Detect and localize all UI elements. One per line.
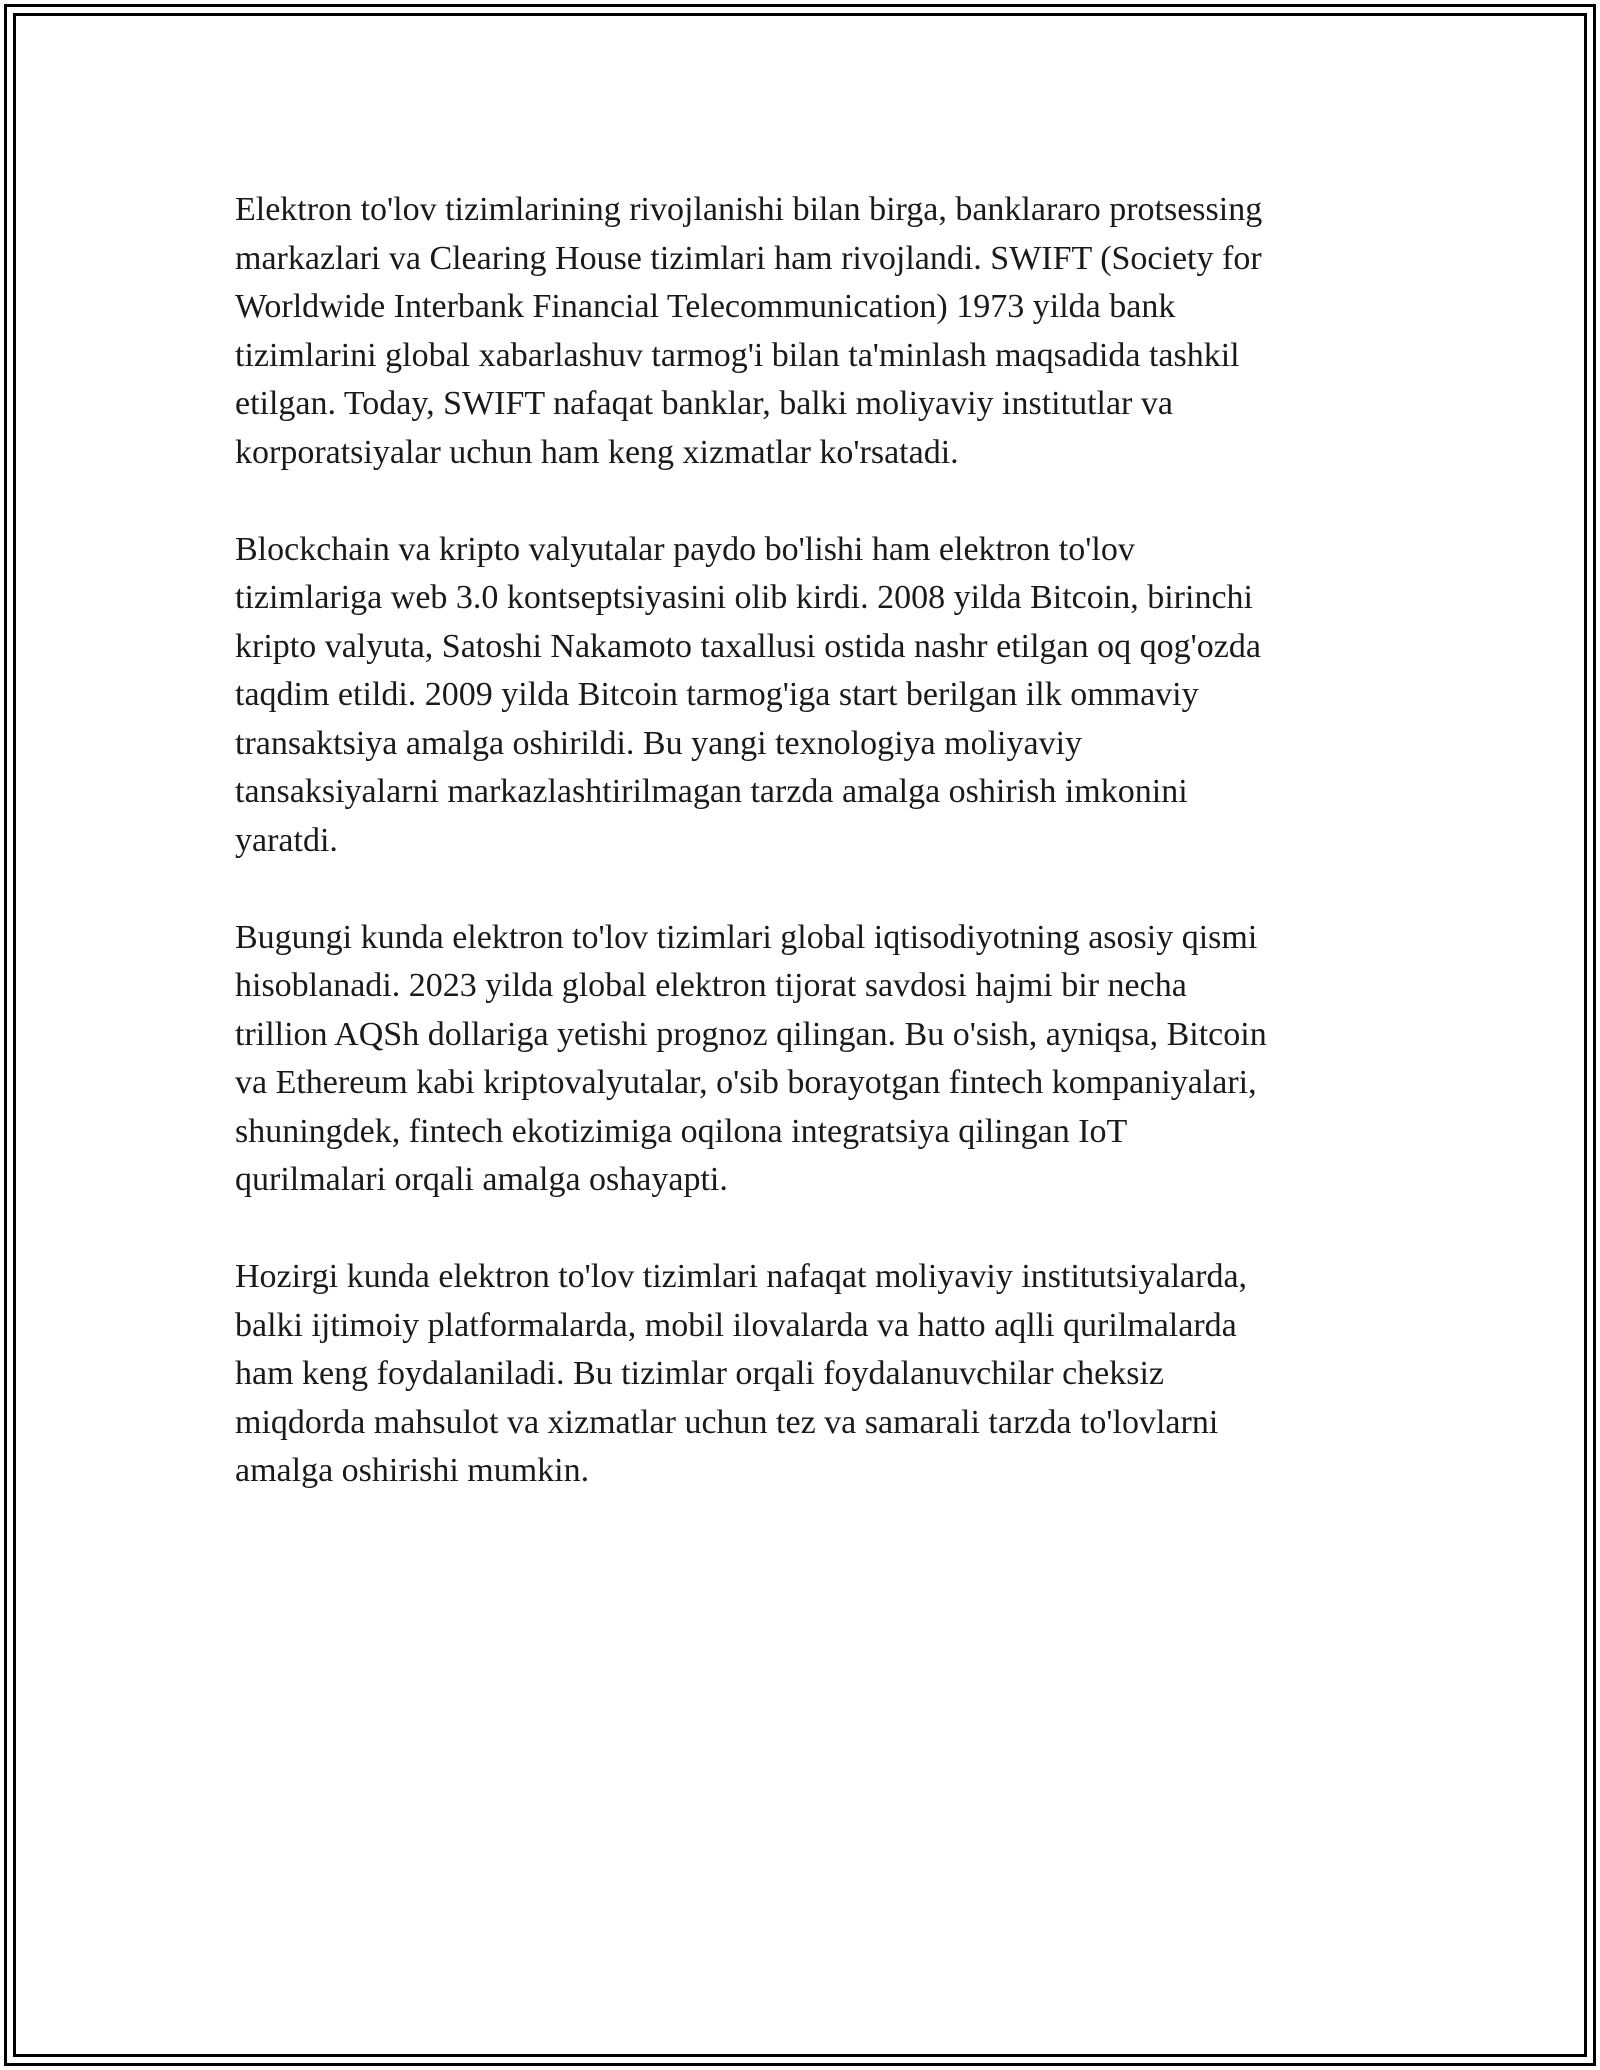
paragraph-global-economy: Bugungi kunda elektron to'lov tizimlari global iqtisodiyotning asosiy qismi hisoblanadi. 2023 yilda global elektron tijorat savdosi hajmi bir necha trillion AQSh dollariga yetishi prognoz qilingan. Bu o'sish, ayniqsa, Bitcoin va Ethereum kabi kriptovalyutalar, o'sib borayotgan fintech kompaniyalari, shuningdek, fintech ekotizimiga oqilona integratsiya qilingan IoT qurilmalari orqali amalga oshayapti.	[235, 918, 1267, 1198]
document-body	[235, 186, 1375, 1544]
paragraph-blockchain: Blockchain va kripto valyutalar paydo bo'lishi ham elektron to'lov tizimlariga web 3.0 kontseptsiyasini olib kirdi. 2008 yilda Bitcoin, birinchi kripto valyuta, Satoshi Nakamoto taxallusi ostida nashr etilgan oq qog'ozda taqdim etildi. 2009 yilda Bitcoin tarmog'iga start berilgan ilk ommaviy transaktsiya amalga oshirildi. Bu yangi texnologiya moliyaviy tansaksiyalarni markazlashtirilmagan tarzda amalga oshirish imkonini yaratdi.	[235, 530, 1261, 859]
paragraph-current-usage: Hozirgi kunda elektron to'lov tizimlari nafaqat moliyaviy institutsiyalarda, balki ijtimoiy platformalarda, mobil ilovalarda va hatto aqlli qurilmalarda ham keng foydalaniladi. Bu tizimlar orqali foydalanuvchilar cheksiz miqdorda mahsulot va xizmatlar uchun tez va samarali tarzda to'lovlarni amalga oshirishi mumkin.	[235, 1258, 1248, 1489]
paragraph-swift: Elektron to'lov tizimlarining rivojlanishi bilan birga, banklararo protsessing markazlari va Clearing House tizimlari ham rivojlandi. SWIFT (Society for Worldwide Interbank Financial Telecommunication) 1973 yilda bank tizimlarini global xabarlashuv tarmog'i bilan ta'minlash maqsadida tashkil etilgan. Today, SWIFT nafaqat banklar, balki moliyaviy institutlar va korporatsiyalar uchun ham keng xizmatlar ko'rsatadi.	[235, 191, 1263, 471]
